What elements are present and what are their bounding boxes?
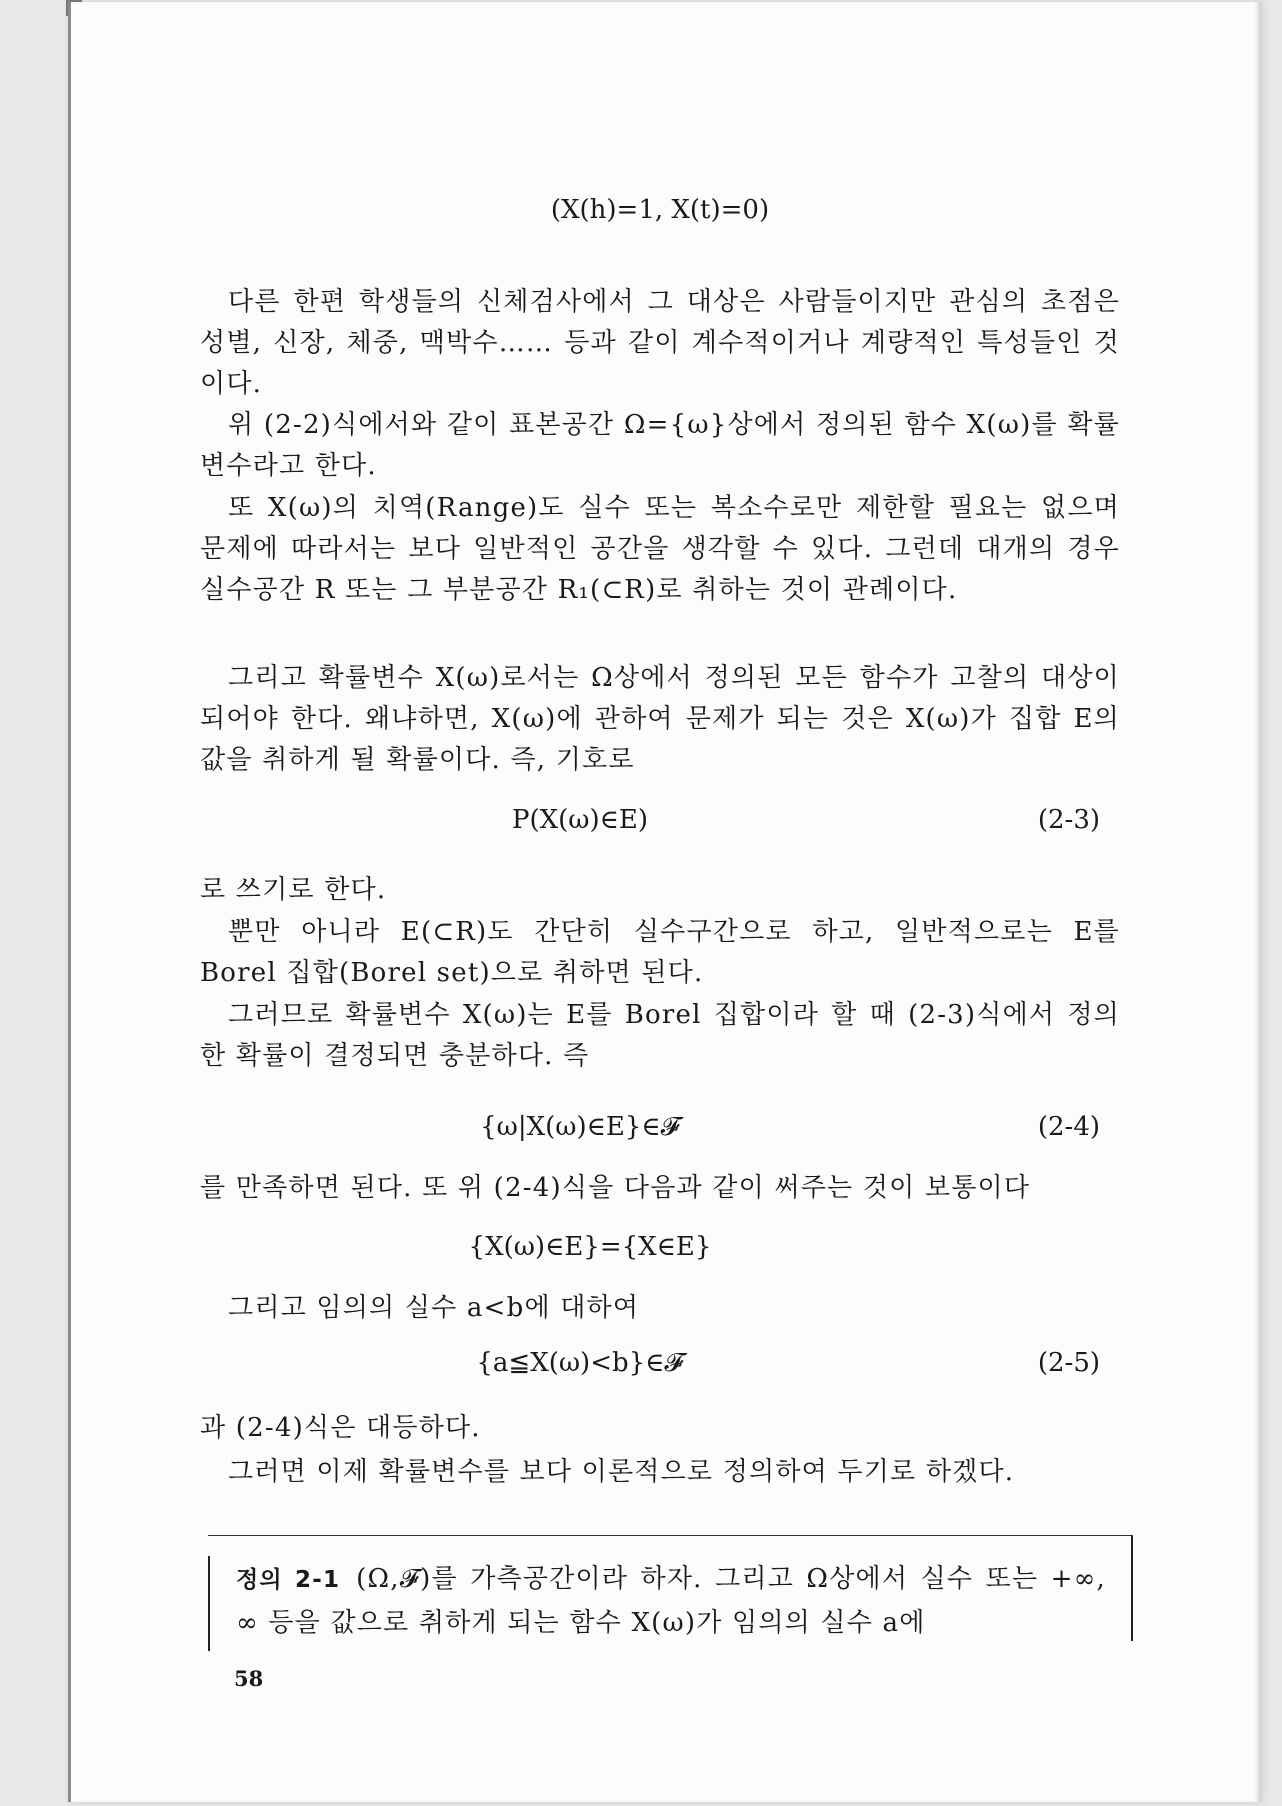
equation-2-5-body: {a≦X(ω)<b}∈𝓕 [476,1348,684,1378]
paragraph-6: 뿐만 아니라 E(⊂R)도 간단히 실수구간으로 하고, 일반적으로는 E를 Borel 집합(Borel set)으로 취하면 된다. [200,917,1120,988]
equation-2-4-number: (2-4) [1037,1112,1100,1142]
equation-2-3-number: (2-3) [1037,805,1100,835]
definition-text: (Ω,𝓕)를 가측공간이라 하자. 그리고 Ω상에서 실수 또는 +∞, ∞ 등을 값으로 취하게 되는 함수 X(ω)가 임의의 실수 a에 [236,1564,1106,1638]
paragraph-4: 그리고 확률변수 X(ω)로서는 Ω상에서 정의된 모든 함수가 고찰의 대상이 되어야 한다. 왜냐하면, X(ω)에 관하여 문제가 되는 것은 X(ω)가 집합 E의 값을 취하게 될 확률이다. 즉, 기호로 [200,663,1120,775]
paragraph-9: 그리고 임의의 실수 a<b에 대하여 [228,1293,640,1323]
paragraph-10: 과 (2-4)식은 대등하다. [200,1413,481,1443]
definition-2-1 [236,1558,1106,1645]
paragraph-5: 로 쓰기로 한다. [200,875,387,905]
definition-label: 정의 2-1 [236,1567,341,1593]
equation-top: (X(h)=1, X(t)=0) [550,195,770,225]
paragraph-8: 를 만족하면 된다. 또 위 (2-4)식을 다음과 같이 써주는 것이 보통이다 [200,1173,1031,1203]
paragraph-3: 또 X(ω)의 치역(Range)도 실수 또는 복소수로만 제한할 필요는 없으며 문제에 따라서는 보다 일반적인 공간을 생각할 수 있다. 그런데 대개의 경우 실수공간 R 또는 그 부분공간 R₁(⊂R)로 취하는 것이 관례이다. [200,493,1120,605]
page-number: 58 [234,1666,264,1691]
paragraph-1: 다른 한편 학생들의 신체검사에서 그 대상은 사람들이지만 관심의 초점은 성별, 신장, 체중, 맥박수…… 등과 같이 계수적이거나 계량적인 특성들인 것이다. [200,287,1120,399]
equation-2-5-number: (2-5) [1037,1348,1100,1378]
equation-2-3-body: P(X(ω)∈E) [511,805,648,835]
paragraph-11: 그러면 이제 확률변수를 보다 이론적으로 정의하여 두기로 하겠다. [228,1457,1015,1487]
page-corner [66,0,82,16]
definition-left-rule [208,1556,210,1651]
equation-set: {X(ω)∈E}={X∈E} [468,1232,712,1262]
paragraph-2: 위 (2-2)식에서와 같이 표본공간 Ω={ω}상에서 정의된 함수 X(ω)를 확률변수라고 한다. [200,410,1120,481]
equation-2-4-body: {ω|X(ω)∈E}∈𝓕 [480,1112,680,1142]
paragraph-7: 그러므로 확률변수 X(ω)는 E를 Borel 집합이라 할 때 (2-3)식에서 정의한 확률이 결정되면 충분하다. 즉 [200,1000,1120,1071]
definition-right-rule [1131,1536,1133,1641]
